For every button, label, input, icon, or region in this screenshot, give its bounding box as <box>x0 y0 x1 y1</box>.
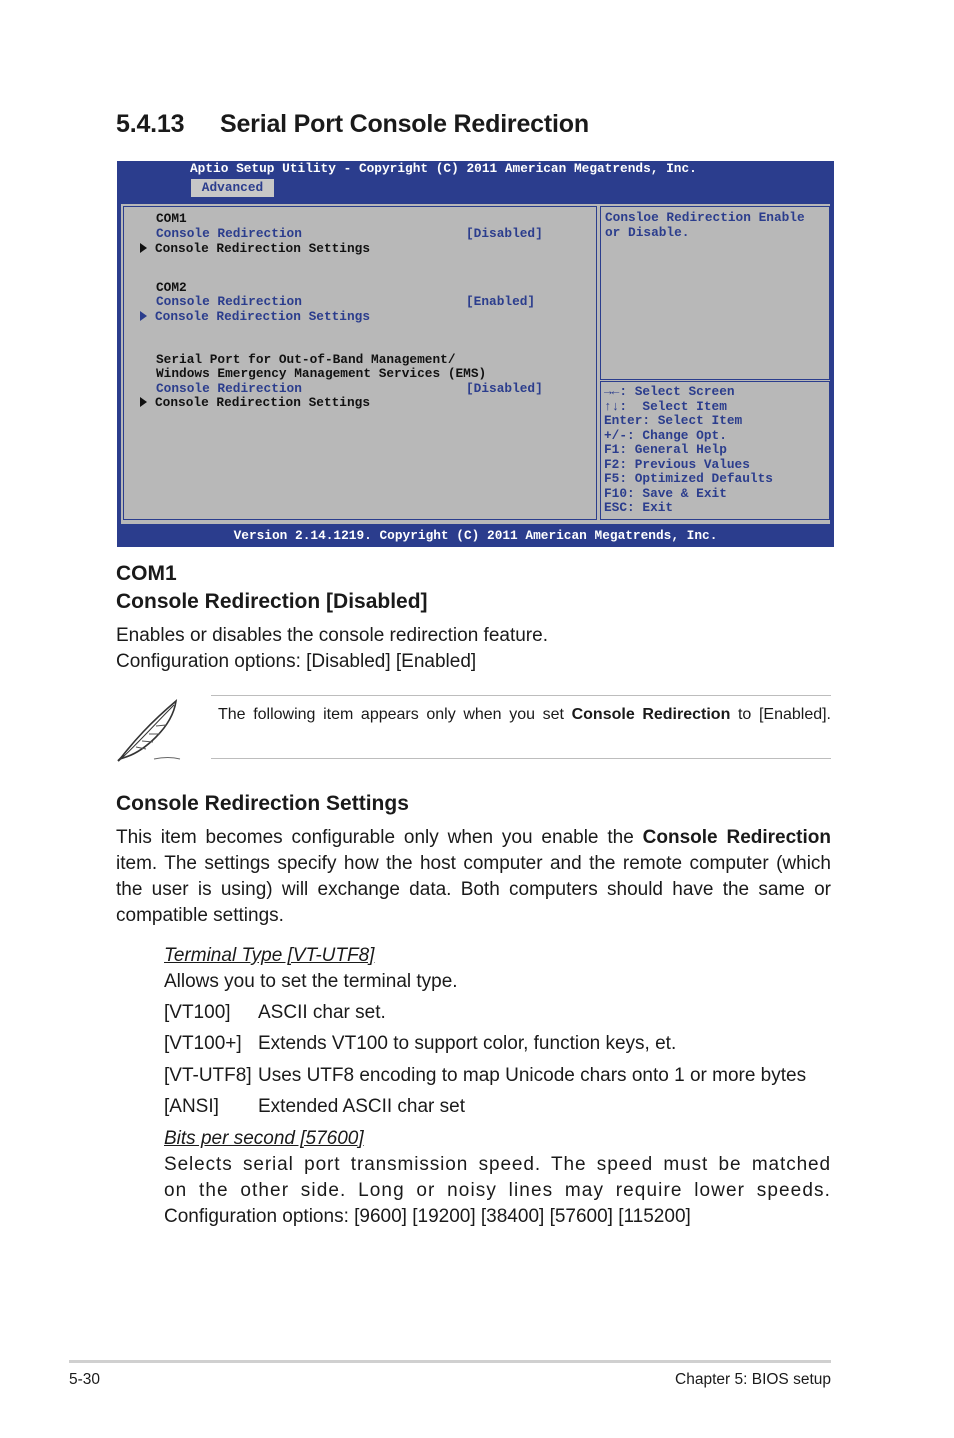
bios-screenshot <box>117 161 834 547</box>
terminal-option-value: Extended ASCII char set <box>258 1096 466 1117</box>
help-line-2: or Disable. <box>605 225 690 240</box>
bios-panel <box>121 204 830 524</box>
terminal-option-value: ASCII char set. <box>258 1002 386 1023</box>
key-esc-exit: ESC: Exit <box>604 500 674 515</box>
submenu-arrow-icon <box>140 397 147 407</box>
note-text <box>218 703 831 726</box>
note-top-rule <box>211 695 831 696</box>
page-number: 5-30 <box>69 1371 101 1388</box>
console-redirection-options: Configuration options: [Disabled] [Enabled] <box>116 651 477 672</box>
section-number: 5.4.13 <box>116 110 185 138</box>
com2-label: COM2 <box>156 280 187 295</box>
crs-paragraph-bold: Console Redirection <box>642 827 832 848</box>
com2-console-redirection[interactable]: Console Redirection <box>156 294 302 309</box>
key-general-help: F1: General Help <box>604 442 727 457</box>
com1-redirection-settings[interactable]: Console Redirection Settings <box>155 241 371 256</box>
terminal-option-key: [VT-UTF8] <box>164 1065 252 1086</box>
help-line-1: Consloe Redirection Enable <box>605 210 805 225</box>
ems-line2: Windows Emergency Management Services (EMS) <box>156 366 487 381</box>
com1-heading: COM1 <box>116 562 177 585</box>
bits-per-second-title: Bits per second [57600] <box>164 1128 364 1149</box>
note-text-bold: Console Redirection <box>571 706 731 723</box>
terminal-option-key: [VT100] <box>164 1002 231 1023</box>
terminal-type-title: Terminal Type [VT-UTF8] <box>164 945 375 966</box>
console-redirection-heading: Console Redirection [Disabled] <box>116 590 428 613</box>
terminal-type-desc: Allows you to set the terminal type. <box>164 971 458 992</box>
ems-console-redirection-value[interactable]: [Disabled] <box>466 381 543 396</box>
ems-console-redirection[interactable]: Console Redirection <box>156 381 302 396</box>
key-enter: Enter: Select Item <box>604 413 743 428</box>
crs-paragraph-pre: This item becomes configurable only when you enable the <box>116 827 643 848</box>
bios-help-panel <box>600 206 830 380</box>
com1-console-redirection-value[interactable]: [Disabled] <box>466 226 543 241</box>
key-change-opt: +/-: Change Opt. <box>604 428 727 443</box>
tab-advanced[interactable]: Advanced <box>191 179 274 197</box>
key-select-screen: →←: Select Screen <box>604 384 735 399</box>
key-previous-values: F2: Previous Values <box>604 457 750 472</box>
footer-rule <box>69 1360 831 1363</box>
bps-line-1: Selects serial port transmission speed. The speed must be matched <box>164 1154 831 1175</box>
com1-label: COM1 <box>156 211 187 226</box>
bios-title: Aptio Setup Utility - Copyright (C) 2011 American Megatrends, Inc. <box>190 161 697 176</box>
chapter-label: Chapter 5: BIOS setup <box>675 1371 831 1388</box>
com2-redirection-settings[interactable]: Console Redirection Settings <box>155 309 371 324</box>
bios-footer: Version 2.14.1219. Copyright (C) 2011 American Megatrends, Inc. <box>233 528 718 543</box>
section-title <box>116 110 589 139</box>
note-bottom-rule <box>211 758 831 759</box>
terminal-option-key: [ANSI] <box>164 1096 219 1117</box>
bios-keys-panel <box>600 381 830 520</box>
key-select-item: ↑↓: Select Item <box>604 399 727 414</box>
bps-line-2: on the other side. Long or noisy lines may require lower speeds. <box>164 1180 831 1201</box>
key-optimized-defaults: F5: Optimized Defaults <box>604 471 773 486</box>
key-save-exit: F10: Save & Exit <box>604 486 727 501</box>
com1-console-redirection[interactable]: Console Redirection <box>156 226 302 241</box>
note-text-pre: The following item appears only when you set <box>218 706 572 723</box>
terminal-option-key: [VT100+] <box>164 1033 242 1054</box>
crs-paragraph-post: item. The settings specify how the host computer and the remote computer (which the user is using) will exchange data. Both computers should have the same or compatible settings. <box>116 853 831 926</box>
submenu-arrow-icon <box>140 243 147 253</box>
com2-console-redirection-value[interactable]: [Enabled] <box>466 294 536 309</box>
bps-line-3: Configuration options: [9600] [19200] [38400] [57600] [115200] <box>164 1206 691 1227</box>
bios-menu-panel <box>123 206 597 520</box>
terminal-option-value: Uses UTF8 encoding to map Unicode chars onto 1 or more bytes <box>258 1065 807 1086</box>
terminal-option-value: Extends VT100 to support color, function keys, et. <box>258 1033 677 1054</box>
ems-redirection-settings[interactable]: Console Redirection Settings <box>155 395 371 410</box>
console-redirection-settings-paragraph <box>116 825 831 929</box>
console-redirection-desc: Enables or disables the console redirection feature. <box>116 625 548 646</box>
note-feather-icon <box>116 697 182 763</box>
section-title-text: Serial Port Console Redirection <box>220 110 589 138</box>
note-text-post: to [Enabled]. <box>730 706 832 723</box>
submenu-arrow-icon <box>140 311 147 321</box>
console-redirection-settings-heading: Console Redirection Settings <box>116 792 409 815</box>
ems-line1: Serial Port for Out-of-Band Management/ <box>156 352 456 367</box>
